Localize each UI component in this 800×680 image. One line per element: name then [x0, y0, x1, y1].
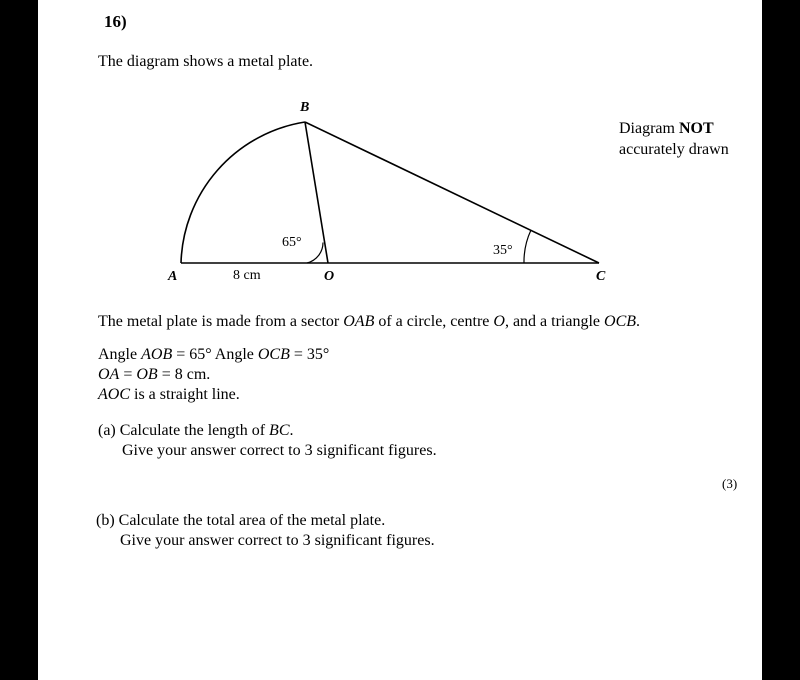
metal-plate-diagram — [38, 0, 762, 300]
given-straight-line: AOC is a straight line. — [98, 386, 240, 403]
label-length-OA: 8 cm — [233, 268, 261, 283]
description-paragraph: The metal plate is made from a sector OAB of a circle, centre O, and a triangle OCB. — [98, 313, 641, 330]
note-line-1: Diagram NOT — [619, 120, 714, 137]
marks-fragment: (3) — [722, 476, 738, 491]
angle-arc-O — [307, 243, 323, 264]
question-intro: The diagram shows a metal plate. — [98, 53, 314, 70]
part-a-line-1: (a) Calculate the length of BC. — [98, 422, 294, 439]
part-a-line-2: Give your answer correct to 3 significant figures. — [122, 442, 437, 459]
given-lengths: OA = OB = 8 cm. — [98, 366, 211, 383]
part-b-line-1: (b) Calculate the total area of the metal plate. — [96, 512, 386, 529]
part-a — [98, 421, 437, 461]
side-BC — [305, 122, 599, 263]
given-angles: Angle AOB = 65° Angle OCB = 35° — [98, 346, 330, 363]
label-O: O — [324, 269, 335, 284]
radius-OB — [305, 122, 328, 263]
label-angle-AOB: 65° — [282, 235, 302, 250]
given-information — [98, 345, 329, 405]
question-number: 16) — [104, 12, 127, 31]
part-b — [96, 511, 435, 551]
exam-page — [38, 0, 762, 680]
label-C: C — [596, 269, 606, 284]
note-line-2: accurately drawn — [619, 141, 729, 158]
label-angle-OCB: 35° — [493, 243, 513, 258]
angle-arc-C — [524, 230, 531, 263]
label-A: A — [168, 269, 178, 284]
part-b-line-2: Give your answer correct to 3 significant figures. — [120, 532, 435, 549]
label-B: B — [300, 100, 310, 115]
